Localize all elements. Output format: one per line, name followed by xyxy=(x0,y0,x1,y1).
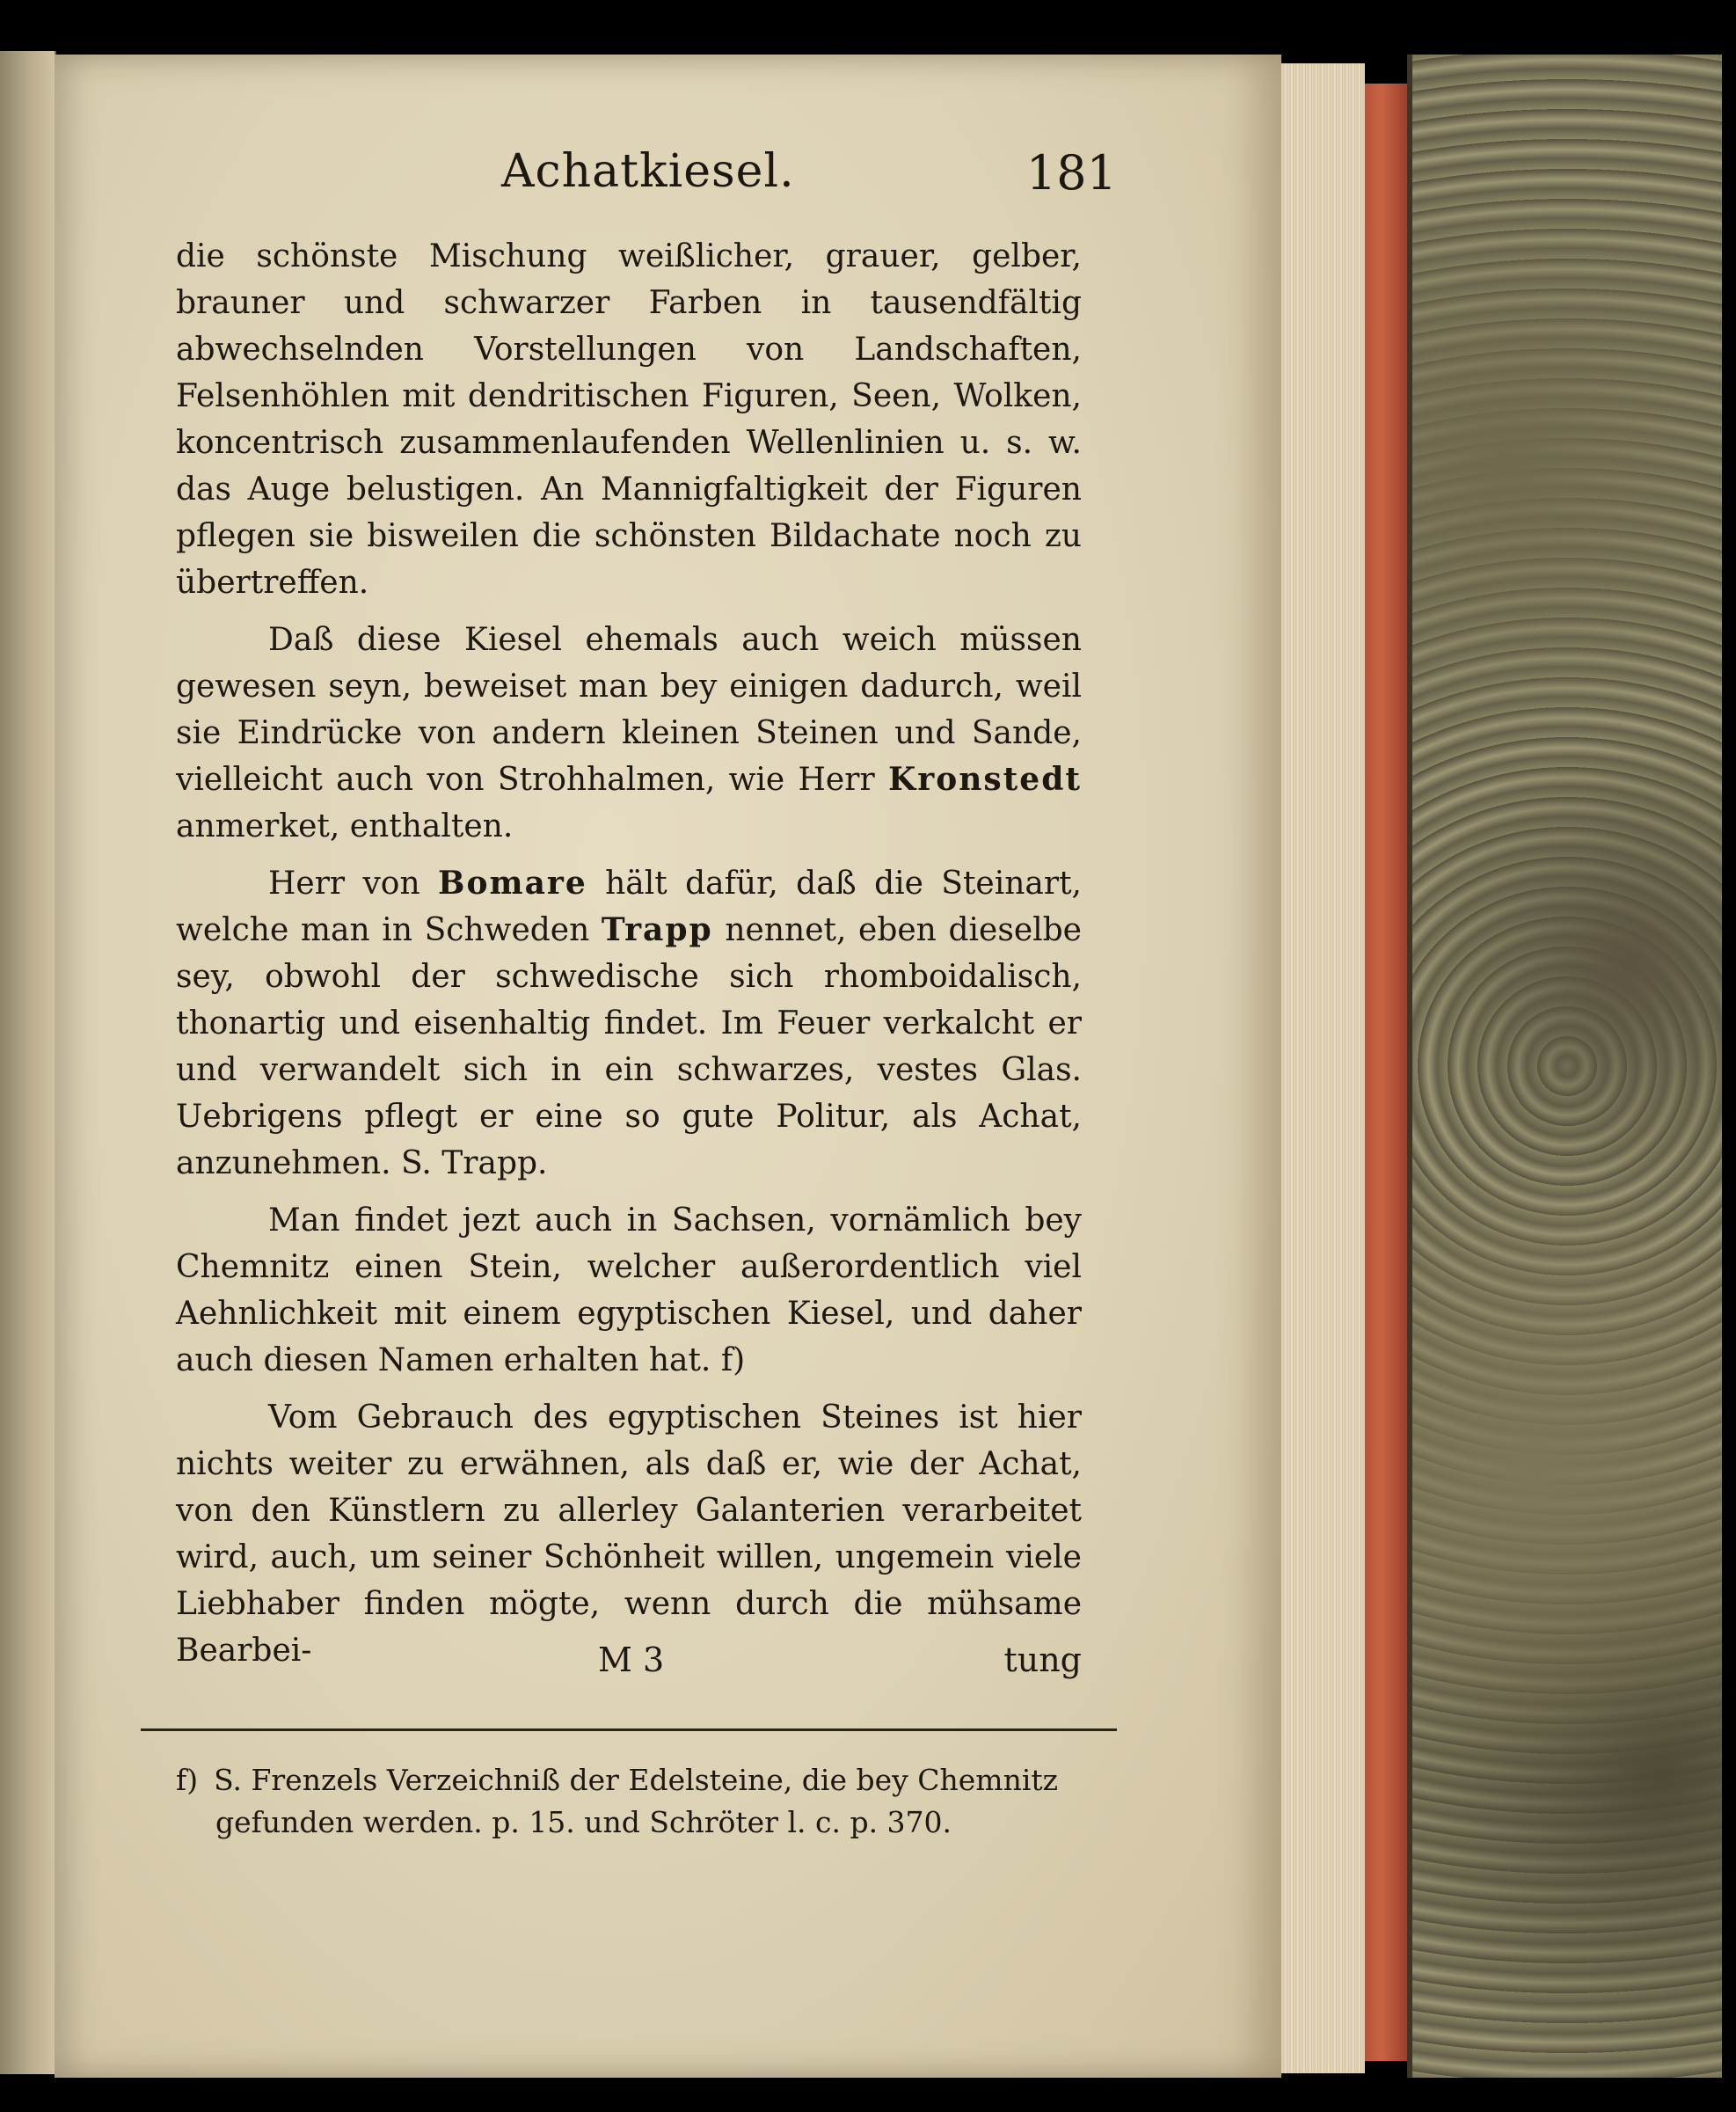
paragraph-4: Man findet jezt auch in Sachsen, vornämlich bey Chemnitz einen Stein, welcher außerordentlich viel Aehnlichkeit mit einem egyptischen Kiesel, und daher auch diesen Namen erhalten hat. f) xyxy=(176,1202,1082,1378)
page-header xyxy=(501,145,1117,216)
paragraph-2-text-a: Daß diese Kiesel ehemals auch weich müssen gewesen seyn, beweiset man bey einigen dadurch, weil sie Eindrücke von andern kleinen Steinen und Sande, vielleicht auch von Strohhalmen, wie Herr xyxy=(176,622,1082,798)
paragraph-5: Vom Gebrauch des egyptischen Steines ist hier nichts weiter zu erwähnen, als daß er, wie der Achat, von den Künstlern zu allerley Galanterien verarbeitet wird, auch, um seiner Schönheit willen, ungemein viele Liebhaber finden mögte, wenn durch die mühsame Bearbei- xyxy=(176,1399,1082,1669)
paragraph-2 xyxy=(176,617,1082,850)
paragraph-3-text-a: Herr von xyxy=(268,866,439,902)
term-trapp: Trapp xyxy=(601,911,713,948)
paragraph-3-text-c: nennet, eben dieselbe sey, obwohl der schwedische sich rhomboidalisch, thonartig und eisenhaltig findet. Im Feuer verkalcht er und verwandelt sich in ein schwarzes, vestes Glas. Uebrigens pflegt er eine so gute Politur, als Achat, anzunehmen. S. Trapp. xyxy=(176,912,1082,1181)
footnote-line-2: gefunden werden. p. 15. und Schröter l. c. p. 370. xyxy=(215,1805,952,1839)
catchline xyxy=(176,1641,1082,1689)
paragraph-2-text-b: anmerket, enthalten. xyxy=(176,808,514,844)
page-number: 181 xyxy=(1025,145,1117,201)
main-text xyxy=(176,233,1082,1674)
catchword: tung xyxy=(1003,1641,1082,1679)
footnote-marker: f) xyxy=(176,1763,199,1797)
marbled-cover-board xyxy=(1407,55,1722,2078)
footnote xyxy=(176,1759,1099,1844)
page-block-edge xyxy=(1281,63,1365,2073)
facing-page-edge xyxy=(0,51,56,2074)
red-gilt-edge xyxy=(1365,84,1407,2061)
footnote-text-1: S. Frenzels Verzeichniß der Edelsteine, die bey Chemnitz xyxy=(214,1763,1059,1797)
paragraph-3-text-b: hält dafür, daß die Steinart, welche man in Schweden xyxy=(176,866,1083,948)
footnote-rule xyxy=(141,1728,1117,1731)
name-bomare: Bomare xyxy=(438,865,587,902)
running-head: Achatkiesel. xyxy=(501,145,795,198)
paragraph-1: die schönste Mischung weißlicher, grauer, gelber, brauner und schwarzer Farben in tausendfältig abwechselnden Vorstellungen von Landschaften, Felsenhöhlen mit dendritischen Figuren, Seen, Wolken, koncentrisch zusammenlaufenden Wellenlinien u. s. w. das Auge belustigen. An Mannigfaltigkeit der Figuren pflegen sie bisweilen die schönsten Bildachate noch zu übertreffen. xyxy=(176,238,1082,601)
footnote-line-1 xyxy=(176,1759,1099,1801)
paragraph-3 xyxy=(176,860,1082,1187)
signature-mark: M 3 xyxy=(598,1641,665,1679)
name-kronstedt: Kronstedt xyxy=(887,761,1082,798)
